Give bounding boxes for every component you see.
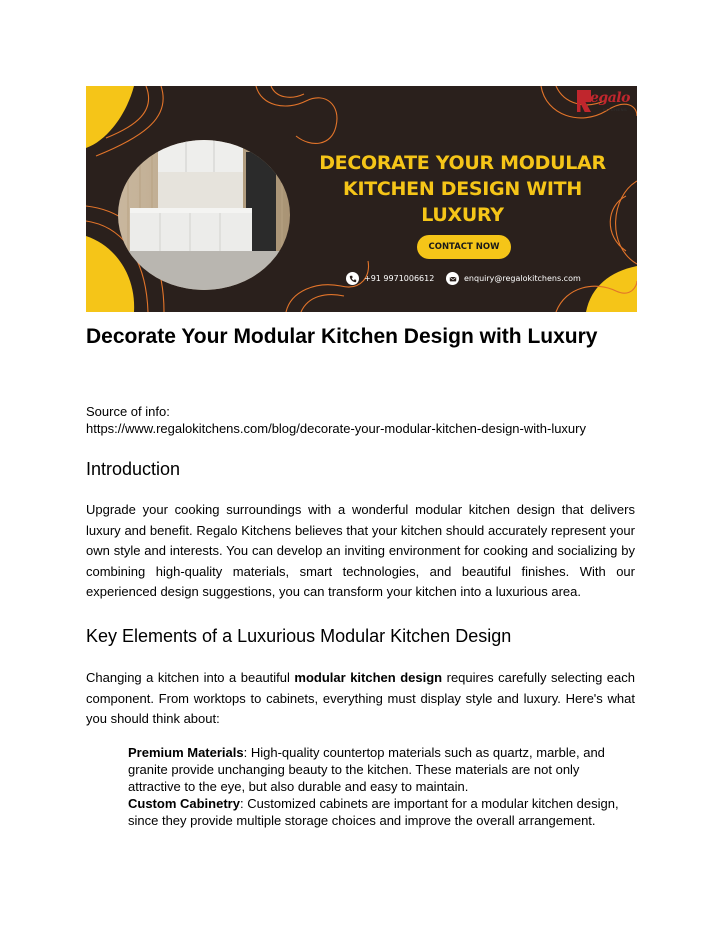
list-item-text: : High-quality countertop materials such as quartz, marble, and granite provide unchanging beauty to the kitchen. These materials are not only attractive to the eye, but also durable and easy to maintain. <box>128 745 605 794</box>
headline-line: DECORATE YOUR MODULAR <box>319 152 606 174</box>
key-elements-list <box>128 744 628 829</box>
introduction-paragraph: Upgrade your cooking surroundings with a wonderful modular kitchen design that delivers luxury and benefit. Regalo Kitchens believes that your kitchen should accurately represent your own style and interests. You can develop an inviting environment for cooking and socializing by combining high-quality materials, smart technologies, and beautiful finishes. With our experienced design suggestions, you can transform your kitchen into a luxurious area. <box>86 502 635 600</box>
promo-banner <box>86 86 637 312</box>
headline-line: KITCHEN DESIGN WITH <box>343 178 582 200</box>
phone-number: +91 9971006612 <box>364 274 435 283</box>
paragraph-text: Changing a kitchen into a beautiful <box>86 670 295 685</box>
logo-subtitle: KITCHENS <box>603 107 628 112</box>
logo-mark <box>577 90 591 112</box>
contact-now-button[interactable]: CONTACT NOW <box>417 235 511 259</box>
list-item-term: Custom Cabinetry <box>128 796 240 811</box>
phone-icon <box>346 272 359 285</box>
key-elements-paragraph <box>86 668 635 730</box>
list-item <box>128 795 628 829</box>
headline-line: LUXURY <box>421 204 504 226</box>
email-contact[interactable] <box>446 272 581 285</box>
phone-contact[interactable] <box>346 272 434 285</box>
banner-headline <box>300 150 625 228</box>
paragraph-text: requires carefully selecting each component. From worktops to cabinets, everything must display style and luxury. Here's what you should think about: <box>86 670 635 727</box>
section-heading-introduction: Introduction <box>86 459 181 479</box>
source-url[interactable]: https://www.regalokitchens.com/blog/decorate-your-modular-kitchen-design-with-luxury <box>86 421 586 436</box>
kitchen-photo <box>118 140 290 290</box>
list-item-text: : Customized cabinets are important for a modular kitchen design, since they provide multiple storage choices and improve the overall arrangement. <box>128 796 619 828</box>
list-item <box>128 744 628 795</box>
source-label: Source of info: <box>86 404 170 419</box>
paragraph-bold-text: modular kitchen design <box>294 670 443 685</box>
email-icon <box>446 272 459 285</box>
page-title: Decorate Your Modular Kitchen Design with Luxury <box>86 325 598 348</box>
email-address: enquiry@regalokitchens.com <box>464 274 581 283</box>
section-heading-key-elements: Key Elements of a Luxurious Modular Kitchen Design <box>86 626 512 646</box>
regalo-logo <box>577 88 630 118</box>
logo-text: egalo <box>590 90 630 106</box>
list-item-term: Premium Materials <box>128 745 244 760</box>
